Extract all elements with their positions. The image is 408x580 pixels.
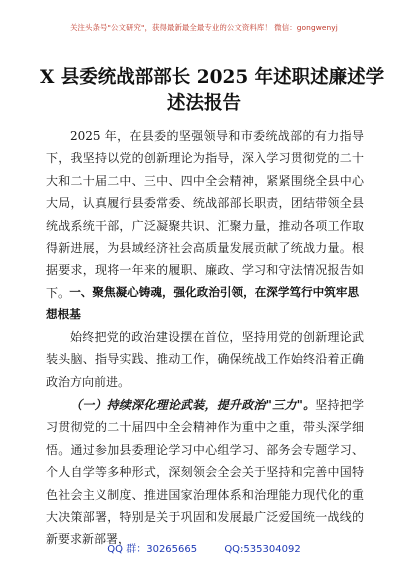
section-1-body-block [46, 326, 364, 393]
section-1-body: 始终把党的政治建设摆在首位，坚持用党的创新理论武装头脑、指导实践、推动工作，确保统战工作始终沿着正确政治方向前进。 [46, 330, 364, 389]
top-banner: 关注头条号"公文研究"，获得最新最全最专业的公文资料库！ 微信：gongwenyj [70, 23, 338, 32]
document-title-line-1: X 县委统战部部长 2025 年述职述廉述学 [40, 67, 385, 88]
subsection-1-heading: （一）持续深化理论武装，提升政治"三力"。 [70, 398, 316, 412]
subsection-1-block [46, 394, 364, 551]
intro-paragraph: 2025 年，在县委的坚强领导和市委统战部的有力指导下，我坚持以党的创新理论为指导，深入学习贯彻党的二十大和二十届二中、三中、四中全会精神，紧紧围绕全县中心大局，认真履行县委常委、统战部部长职责，团结带领全县统战系统干部，广泛凝聚共识、汇聚力量，推动各项工作取得新进展，为县域经济社会高质量发展贡献了统战力量。根据要求，现将一年来的履职、廉政、学习和守法情况报告如下。 [46, 129, 364, 300]
footer-qq-group: QQ 群：30265665 [107, 544, 198, 555]
footer-qq-number: QQ:535304092 [224, 544, 301, 555]
footer-contact [0, 540, 408, 555]
intro-paragraph-block [46, 125, 364, 304]
document-title-line-2: 述法报告 [166, 93, 241, 114]
section-1-heading: 一、聚焦凝心铸魂，强化政治引领，在深学笃行中筑牢思想根基 [46, 285, 360, 322]
subsection-1-body: 坚持把学习贯彻党的二十届四中全会精神作为重中之重，带头深学细悟。通过参加县委理论学习中心组学习、部务会专题学习、个人自学等多种形式，深刻领会全会关于坚持和完善中国特色社会主义制度、推进国家治理体系和治理能力现代化的重大决策部署，特别是关于巩固和发展最广泛爱国统一战线的新要求新部署， [46, 398, 364, 547]
